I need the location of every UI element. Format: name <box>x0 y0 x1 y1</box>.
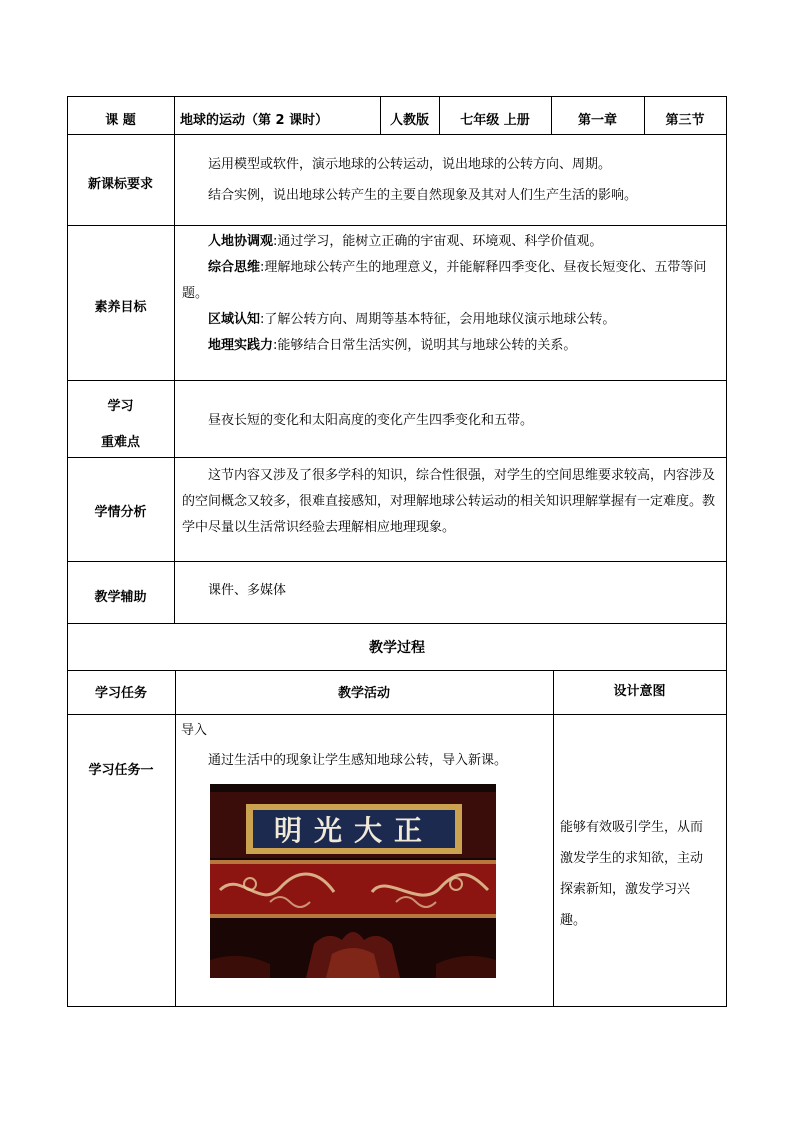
literacy-term: 人地协调观 <box>208 234 274 249</box>
key-points-label-line1: 学习 <box>107 399 134 414</box>
curriculum-label: 新课标要求 <box>87 177 153 192</box>
section: 第三节 <box>665 113 705 128</box>
literacy-label: 素养目标 <box>94 300 147 315</box>
chapter: 第一章 <box>577 113 617 128</box>
rule <box>67 714 727 715</box>
rule <box>67 457 727 458</box>
task1-activity: 通过生活中的现象让学生感知地球公转，导入新课。 <box>208 753 508 768</box>
rule <box>553 670 554 1006</box>
rule <box>67 623 727 624</box>
literacy-desc: :理解地球公转产生的地理意义，并能解释四季变化、昼夜长短变化、五带等问题。 <box>182 260 707 301</box>
task1-intent <box>560 812 710 936</box>
task1-intro: 导入 <box>181 723 208 738</box>
lesson-title: 地球的运动（第 2 课时） <box>180 113 329 128</box>
task1-intent-text: 能够有效吸引学生，从而激发学生的求知欲，主动探索新知，激发学习兴趣。 <box>560 820 704 928</box>
col-intent-header: 设计意图 <box>613 684 666 699</box>
process-title: 教学过程 <box>369 640 425 656</box>
literacy-goals <box>182 229 724 359</box>
literacy-desc: :了解公转方向、周期等基本特征，会用地球仪演示地球公转。 <box>260 312 616 327</box>
rule <box>67 380 727 381</box>
aids-text <box>182 578 722 604</box>
key-points-sentence: 昼夜长短的变化和太阳高度的变化产生四季变化和五带。 <box>208 413 534 428</box>
aids-label: 教学辅助 <box>94 590 147 605</box>
aids-value: 课件、多媒体 <box>208 583 287 598</box>
analysis-label: 学情分析 <box>94 505 147 520</box>
literacy-term: 综合思维 <box>208 260 261 275</box>
curriculum-text <box>182 152 722 209</box>
literacy-item <box>182 229 724 255</box>
task1-label: 学习任务一 <box>88 763 154 778</box>
rule <box>67 96 727 97</box>
literacy-item <box>182 333 724 359</box>
literacy-desc: :通过学习，能树立正确的宇宙观、环境观、科学价值观。 <box>273 234 603 249</box>
palace-plaque-photo <box>210 784 496 978</box>
key-points-text <box>182 408 722 434</box>
plaque-characters: 正大光明 <box>273 814 435 847</box>
rule <box>67 134 727 135</box>
rule <box>67 1006 727 1007</box>
analysis-text <box>182 463 724 541</box>
grade: 七年级 上册 <box>460 113 530 128</box>
key-points-label-line2: 重难点 <box>100 435 140 450</box>
rule <box>67 96 68 1007</box>
literacy-term: 区域认知 <box>208 312 261 327</box>
rule <box>67 561 727 562</box>
rule <box>67 225 727 226</box>
curriculum-line: 运用模型或软件，演示地球的公转运动，说出地球的公转方向、周期。 <box>208 157 612 172</box>
rule <box>67 670 727 671</box>
rule <box>726 96 727 1007</box>
curriculum-line: 结合实例，说出地球公转产生的主要自然现象及其对人们生产生活的影响。 <box>208 188 638 203</box>
subject-label: 课 题 <box>105 113 136 128</box>
col-activity-header: 教学活动 <box>337 686 390 701</box>
literacy-item <box>182 307 724 333</box>
analysis-paragraph: 这节内容又涉及了很多学科的知识，综合性很强，对学生的空间思维要求较高，内容涉及的空间概念又较多，很难直接感知，对理解地球公转运动的相关知识理解掌握有一定难度。教学中尽量以生活常识经验去理解相应地理现象。 <box>182 468 716 535</box>
palace-plaque-illustration <box>210 784 496 978</box>
literacy-term: 地理实践力 <box>208 338 274 353</box>
rule <box>175 670 176 1006</box>
literacy-item <box>182 255 724 307</box>
edition: 人教版 <box>389 113 429 128</box>
literacy-desc: :能够结合日常生活实例，说明其与地球公转的关系。 <box>273 338 577 353</box>
col-task-header: 学习任务 <box>94 686 147 701</box>
rule <box>174 96 175 623</box>
